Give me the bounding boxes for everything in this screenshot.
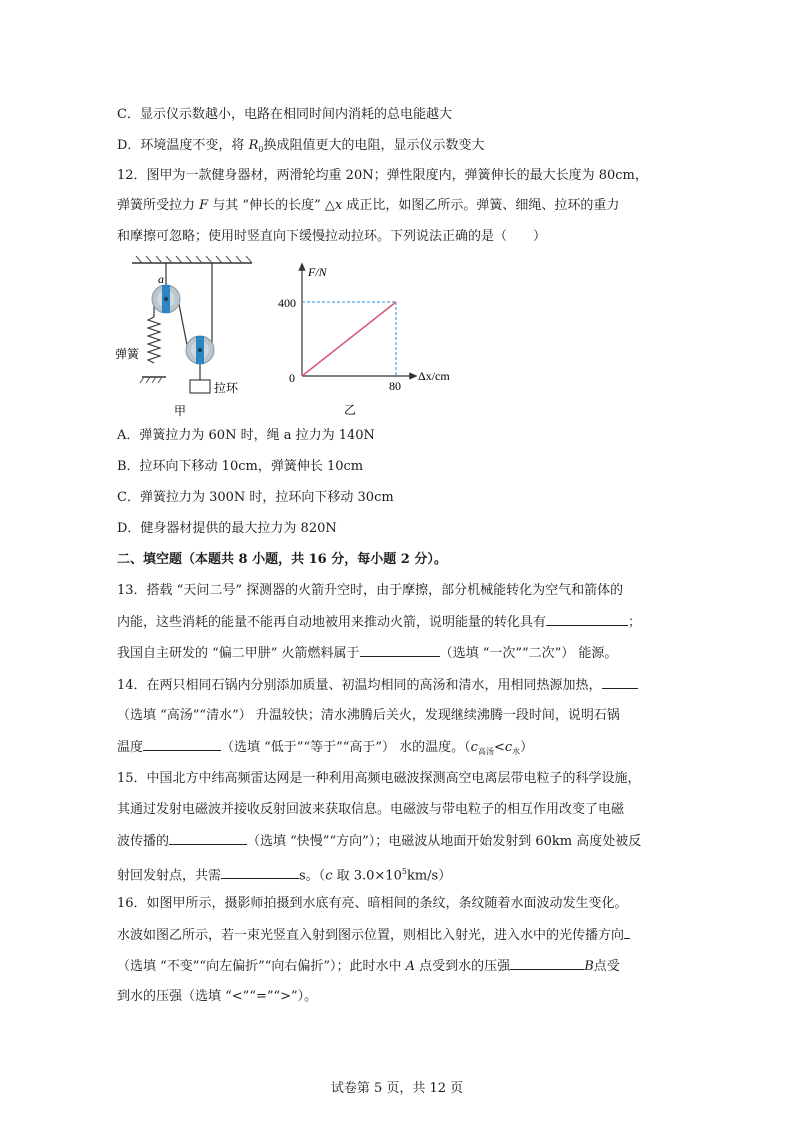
blank-13-1	[546, 613, 628, 626]
section-2-heading: 二、填空题（本题共 8 小题，共 16 分，每小题 2 分）。	[117, 552, 447, 567]
question-13-line-2: 内能，这些消耗的能量不能再自动地被用来推动火箭，说明能量的转化具有 ；	[117, 615, 642, 630]
blank-14-1	[602, 676, 638, 689]
question-16-line-1: 16．如图甲所示，摄影师拍摄到水底有亮、暗相间的条纹，条纹随着水面波动发生变化。	[117, 896, 628, 911]
blank-15-1	[169, 832, 247, 845]
blank-13-2	[360, 644, 440, 657]
blank-16-1	[624, 926, 630, 939]
option-11-d: D．环境温度不变，将 $R_0$换成阻值更大的电阻，显示仪示数变大	[117, 138, 485, 154]
label-ring: 拉环	[214, 381, 239, 395]
label-spring: 弹簧	[115, 347, 140, 361]
y-tick-label: 400	[278, 296, 296, 310]
caption-jia: 甲	[174, 404, 187, 418]
option-12-b: B．拉环向下移动 10cm，弹簧伸长 10cm	[117, 459, 364, 474]
option-12-a: A．弹簧拉力为 60N 时，绳 a 拉力为 140N	[117, 428, 375, 443]
y-axis-label: F/N	[308, 265, 327, 279]
question-14-line-2: （选填 “高汤”“清水”） 升温较快；清水沸腾后关火，发现继续沸腾一段时间，说明石锅	[117, 708, 620, 723]
caption-yi: 乙	[344, 403, 357, 417]
question-14-line-1: 14．在两只相同石锅内分别添加质量、初温均相同的高汤和清水，用相同热源加热，	[117, 676, 638, 695]
question-12-line-3: 和摩擦可忽略；使用时竖直向下缓慢拉动拉环。下列说法正确的是（ ）	[117, 229, 547, 244]
question-15-line-1: 15．中国北方中纬高频雷达网是一种利用高频电磁波探测高空电离层带电粒子的科学设施，	[117, 771, 641, 786]
x-tick-label: 80	[389, 379, 401, 393]
blank-15-2	[221, 866, 299, 879]
option-12-d: D．健身器材提供的最大拉力为 820N	[117, 521, 337, 536]
question-12-line-2: 弹簧所受拉力 F 与其 “伸长的长度” △x 成正比，如图乙所示。弹簧、细绳、拉环的重力	[117, 198, 620, 213]
question-16-line-3: （选填 “不变”“向左偏折”“向右偏折”）；此时水中 A 点受到水的压强 B点受	[117, 959, 620, 974]
blank-16-2	[510, 957, 584, 970]
page-footer: 试卷第 5 页，共 12 页	[330, 1081, 464, 1096]
question-13-line-1: 13．搭载 “天问二号” 探测器的火箭升空时，由于摩擦，部分机械能转化为空气和箭体的	[117, 583, 624, 598]
label-a: a	[158, 272, 164, 286]
question-16-line-4: 到水的压强（选填 “<”“=”“>”）。	[117, 989, 318, 1004]
origin-label: 0	[289, 371, 295, 385]
option-12-c: C．弹簧拉力为 300N 时，拉环向下移动 30cm	[117, 490, 394, 505]
series-line	[302, 302, 396, 376]
option-11-c: C．显示仪示数越小，电路在相同时间内消耗的总电能越大	[117, 107, 452, 122]
question-12-line-1: 12．图甲为一款健身器材，两滑轮均重 20N；弹性限度内，弹簧伸长的最大长度为 80cm，	[117, 168, 648, 183]
blank-14-2	[143, 738, 221, 751]
question-15-line-3: 波传播的 （选填 “快慢”“方向”）；电磁波从地面开始发射到 60km 高度处被反	[117, 834, 642, 849]
question-15-line-2: 其通过发射电磁波并接收反射回波来获取信息。电磁波与带电粒子的相互作用改变了电磁	[117, 802, 625, 817]
x-axis-label: Δx/cm	[418, 369, 450, 383]
question-13-line-3: 我国自主研发的 “偏二甲肼” 火箭燃料属于 （选填 “一次”“二次”） 能源。	[117, 646, 618, 661]
figure-jia-pulley	[112, 255, 262, 420]
question-15-line-4: 射回发射点，共需 s。（c 取 $3.0\times 10^5km/s$）	[117, 867, 452, 884]
figure-yi-chart	[272, 262, 472, 420]
question-14-line-3: 温度 （选填 “低于”“等于”“高于”） 水的温度。$(c_{高汤}<c_水)$	[117, 740, 534, 756]
question-16-line-2: 水波如图乙所示，若一束光竖直入射到图示位置，则相比入射光，进入水中的光传播方向	[117, 926, 630, 945]
